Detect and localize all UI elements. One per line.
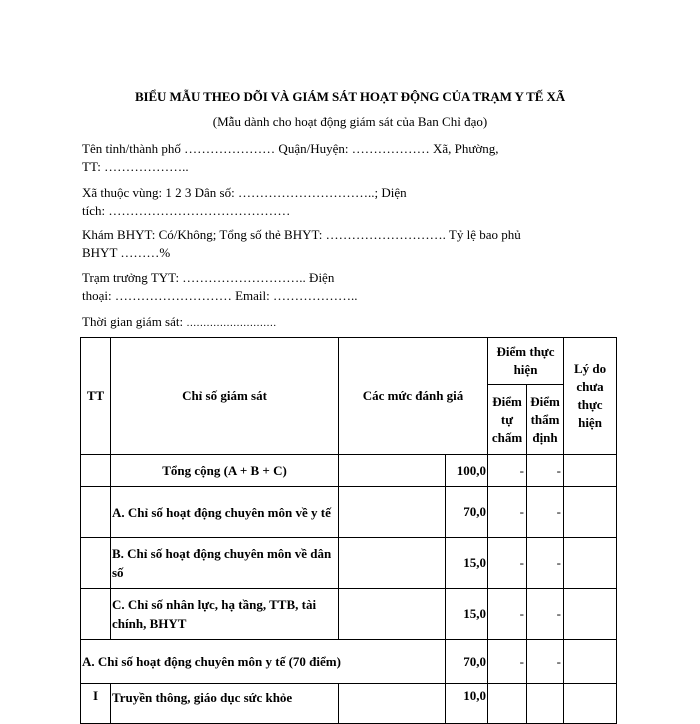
info-line-town: TT: ……………….. <box>82 159 189 174</box>
form-title: BIỂU MẪU THEO DÕI VÀ GIÁM SÁT HOẠT ĐỘNG CỦA TRẠM Y TẾ XÃ <box>134 89 566 104</box>
table-row <box>81 455 617 487</box>
table-row <box>81 487 617 538</box>
table-row <box>81 589 617 640</box>
row-name: Truyền thông, giáo dục sức khỏe <box>111 684 339 724</box>
table-row <box>81 538 617 589</box>
row-score: 15,0 <box>446 538 488 589</box>
header-levels: Các mức đánh giá <box>339 338 488 455</box>
info-line-insurance: Khám BHYT: Có/Không; Tổng số thẻ BHYT: ………………………. Tỷ lệ bao phủ <box>82 227 521 242</box>
time-label: Thời gian giám sát: <box>82 314 187 329</box>
row-score: 15,0 <box>446 589 488 640</box>
info-line-area: tích: …………………………………… <box>82 203 291 218</box>
header-tt: TT <box>81 338 111 455</box>
row-name: Tổng cộng (A + B + C) <box>111 455 339 487</box>
row-assess: - <box>527 640 564 684</box>
monitoring-table <box>80 337 617 724</box>
row-name: C. Chỉ số nhân lực, hạ tầng, TTB, tài chính, BHYT <box>111 589 339 640</box>
row-score: 100,0 <box>446 455 488 487</box>
row-assess: - <box>527 589 564 640</box>
time-dots: ……………………… <box>186 318 277 329</box>
form-subtitle: (Mẫu dành cho hoạt động giám sát của Ban Chỉ đạo) <box>212 114 488 129</box>
header-self-score: Điểm tự chấm <box>488 385 527 455</box>
info-line-province: Tên tỉnh/thành phố ………………… Quận/Huyện: ……………… Xã, Phường, <box>82 141 499 156</box>
row-name: B. Chỉ số hoạt động chuyên môn về dân số <box>111 538 339 589</box>
info-line-head: Trạm trưởng TYT: ……………………….. Điện <box>82 270 335 285</box>
info-line-coverage: BHYT ………% <box>82 245 171 260</box>
row-name: A. Chỉ số hoạt động chuyên môn về y tế <box>111 487 339 538</box>
info-line-time <box>82 313 276 333</box>
row-score: 70,0 <box>446 487 488 538</box>
row-assess: - <box>527 538 564 589</box>
header-indicator: Chỉ số giám sát <box>111 338 339 455</box>
row-self: - <box>488 538 527 589</box>
table-row-partial <box>81 684 617 724</box>
row-assess: - <box>527 455 564 487</box>
header-reason: Lý do chưa thực hiện <box>564 338 617 455</box>
row-score: 10,0 <box>446 684 488 724</box>
row-self: - <box>488 640 527 684</box>
row-self: - <box>488 487 527 538</box>
section-a-name: A. Chỉ số hoạt động chuyên môn y tế (70 điểm) <box>81 640 446 684</box>
row-self: - <box>488 589 527 640</box>
row-self: - <box>488 455 527 487</box>
table-row-section-a <box>81 640 617 684</box>
row-assess: - <box>527 487 564 538</box>
info-line-region: Xã thuộc vùng: 1 2 3 Dân số: …………………………..; Diện <box>82 185 407 200</box>
header-score-group: Điểm thực hiện <box>488 338 564 385</box>
row-tt: I <box>81 684 111 724</box>
row-score: 70,0 <box>446 640 488 684</box>
info-line-contact: thoại: ……………………… Email: ……………….. <box>82 288 358 303</box>
header-assess-score: Điểm thẩm định <box>527 385 564 455</box>
